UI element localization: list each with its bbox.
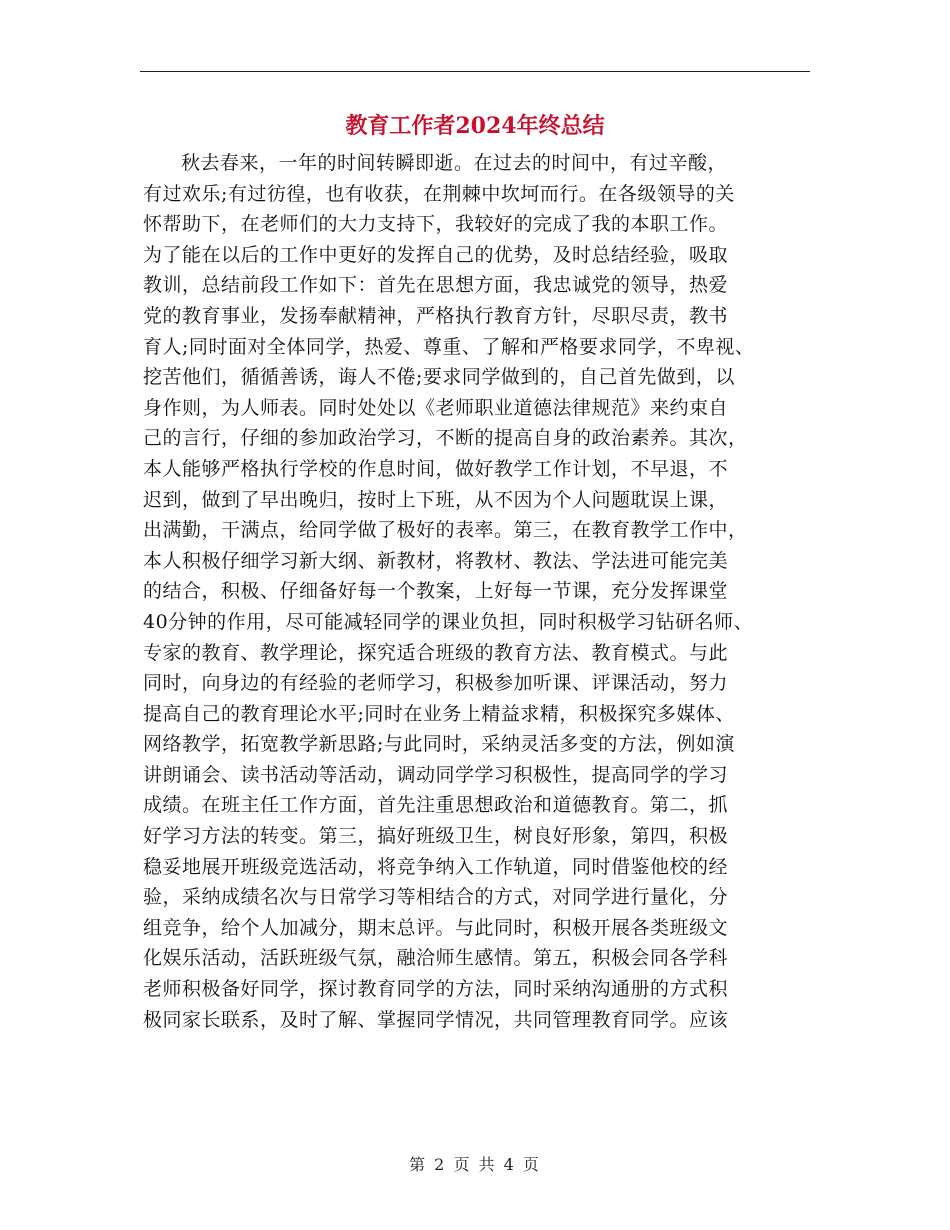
body-line: 有过欢乐;有过彷徨，也有收获，在荆棘中坎坷而行。在各级领导的关 (143, 182, 735, 205)
body-line: 老师积极备好同学，探讨教育同学的方法，同时采纳沟通册的方式积 (143, 978, 729, 1001)
body-line: 提高自己的教育理论水平;同时在业务上精益求精，积极探究多媒体、 (143, 702, 735, 725)
body-line: 挖苦他们，循循善诱，诲人不倦;要求同学做到的，自己首先做到，以 (143, 366, 735, 389)
body-line: 党的教育事业，发扬奉献精神，严格执行教育方针，尽职尽责，教书 (143, 304, 729, 327)
body-line: 讲朗诵会、读书活动等活动，调动同学学习积极性，提高同学的学习 (143, 763, 729, 786)
body-line: 为了能在以后的工作中更好的发挥自己的优势，及时总结经验，吸取 (143, 243, 729, 266)
body-line: 成绩。在班主任工作方面，首先注重思想政治和道德教育。第二，抓 (143, 794, 729, 817)
body-line: 秋去春来，一年的时间转瞬即逝。在过去的时间中，有过辛酸， (181, 152, 728, 174)
body-line: 怀帮助下，在老师们的大力支持下，我较好的完成了我的本职工作。 (143, 213, 729, 236)
body-line: 验，采纳成绩名次与日常学习等相结合的方式，对同学进行量化，分 (143, 886, 729, 909)
body-line: 网络教学，拓宽教学新思路;与此同时，采纳灵活多变的方法，例如演 (143, 733, 735, 756)
body-line: 好学习方法的转变。第三，搞好班级卫生，树良好形象，第四，积极 (143, 825, 729, 848)
body-line: 专家的教育、教学理论，探究适合班级的教育方法、教育模式。与此 (143, 641, 729, 664)
body-line: 稳妥地展开班级竞选活动，将竞争纳入工作轨道，同时借鉴他校的经 (143, 855, 729, 878)
body-line: 40分钟的作用，尽可能减轻同学的课业负担，同时积极学习钻研名师、 (143, 610, 754, 633)
body-line: 出满勤，干满点，给同学做了极好的表率。第三，在教育教学工作中， (143, 519, 748, 542)
body-line: 组竞争，给个人加减分，期末总评。与此同时，积极开展各类班级文 (143, 916, 729, 939)
body-line: 极同家长联系，及时了解、掌握同学情况，共同管理教育同学。应该 (143, 1008, 729, 1031)
body-line: 身作则，为人师表。同时处处以《老师职业道德法律规范》来约束自 (143, 396, 729, 419)
body-line: 本人能够严格执行学校的作息时间，做好教学工作计划，不早退，不 (143, 457, 729, 480)
header-rule (140, 71, 810, 72)
body-line: 本人积极仔细学习新大纲、新教材，将教材、教法、学法进可能完美 (143, 549, 729, 572)
document-title: 教育工作者2024年终总结 (345, 113, 605, 139)
body-line: 化娱乐活动，活跃班级气氛，融洽师生感情。第五，积极会同各学科 (143, 947, 729, 970)
body-line: 己的言行，仔细的参加政治学习，不断的提高自身的政治素养。其次， (143, 427, 748, 450)
page-number-footer: 第 2 页 共 4 页 (409, 1155, 541, 1174)
body-line: 同时，向身边的有经验的老师学习，积极参加听课、评课活动，努力 (143, 672, 729, 695)
body-text (143, 148, 813, 1035)
body-line: 迟到，做到了早出晚归，按时上下班，从不因为个人问题耽误上课， (143, 488, 729, 511)
body-line: 教训，总结前段工作如下：首先在思想方面，我忠诚党的领导，热爱 (143, 274, 729, 297)
body-line: 育人;同时面对全体同学，热爱、尊重、了解和严格要求同学，不卑视、 (143, 335, 755, 358)
body-line: 的结合，积极、仔细备好每一个教案，上好每一节课，充分发挥课堂 (143, 580, 729, 603)
